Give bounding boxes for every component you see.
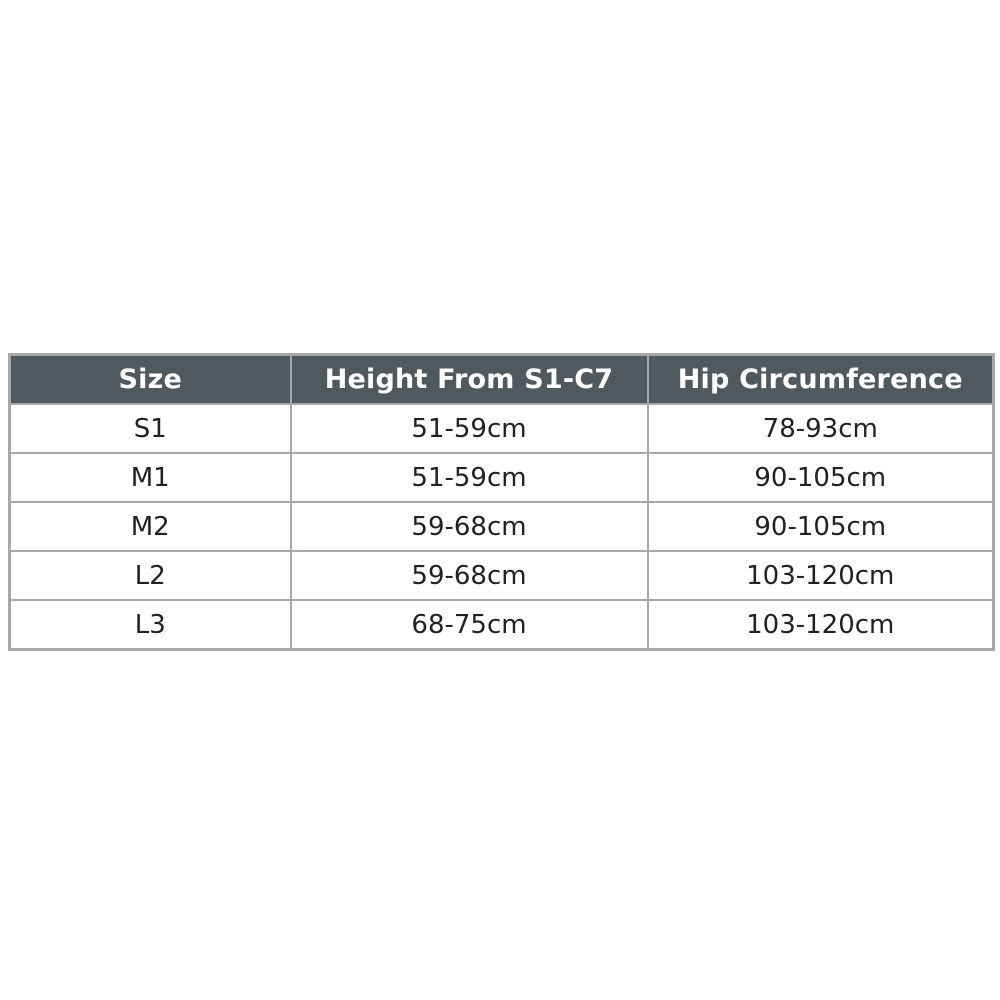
cell-size: L2 xyxy=(10,551,291,600)
column-header-height: Height From S1-C7 xyxy=(291,355,648,405)
cell-hip: 90-105cm xyxy=(648,453,994,502)
column-header-size: Size xyxy=(10,355,291,405)
cell-hip: 103-120cm xyxy=(648,600,994,650)
table-row xyxy=(10,600,994,650)
column-header-hip: Hip Circumference xyxy=(648,355,994,405)
cell-size: L3 xyxy=(10,600,291,650)
cell-hip: 90-105cm xyxy=(648,502,994,551)
table-row xyxy=(10,502,994,551)
table-header-row xyxy=(10,355,994,405)
cell-size: M1 xyxy=(10,453,291,502)
cell-height: 68-75cm xyxy=(291,600,648,650)
cell-height: 59-68cm xyxy=(291,551,648,600)
cell-hip: 103-120cm xyxy=(648,551,994,600)
table-row xyxy=(10,453,994,502)
cell-size: S1 xyxy=(10,404,291,453)
cell-hip: 78-93cm xyxy=(648,404,994,453)
cell-height: 59-68cm xyxy=(291,502,648,551)
cell-height: 51-59cm xyxy=(291,404,648,453)
size-chart-table xyxy=(8,353,995,651)
table-row xyxy=(10,404,994,453)
cell-size: M2 xyxy=(10,502,291,551)
table-row xyxy=(10,551,994,600)
cell-height: 51-59cm xyxy=(291,453,648,502)
